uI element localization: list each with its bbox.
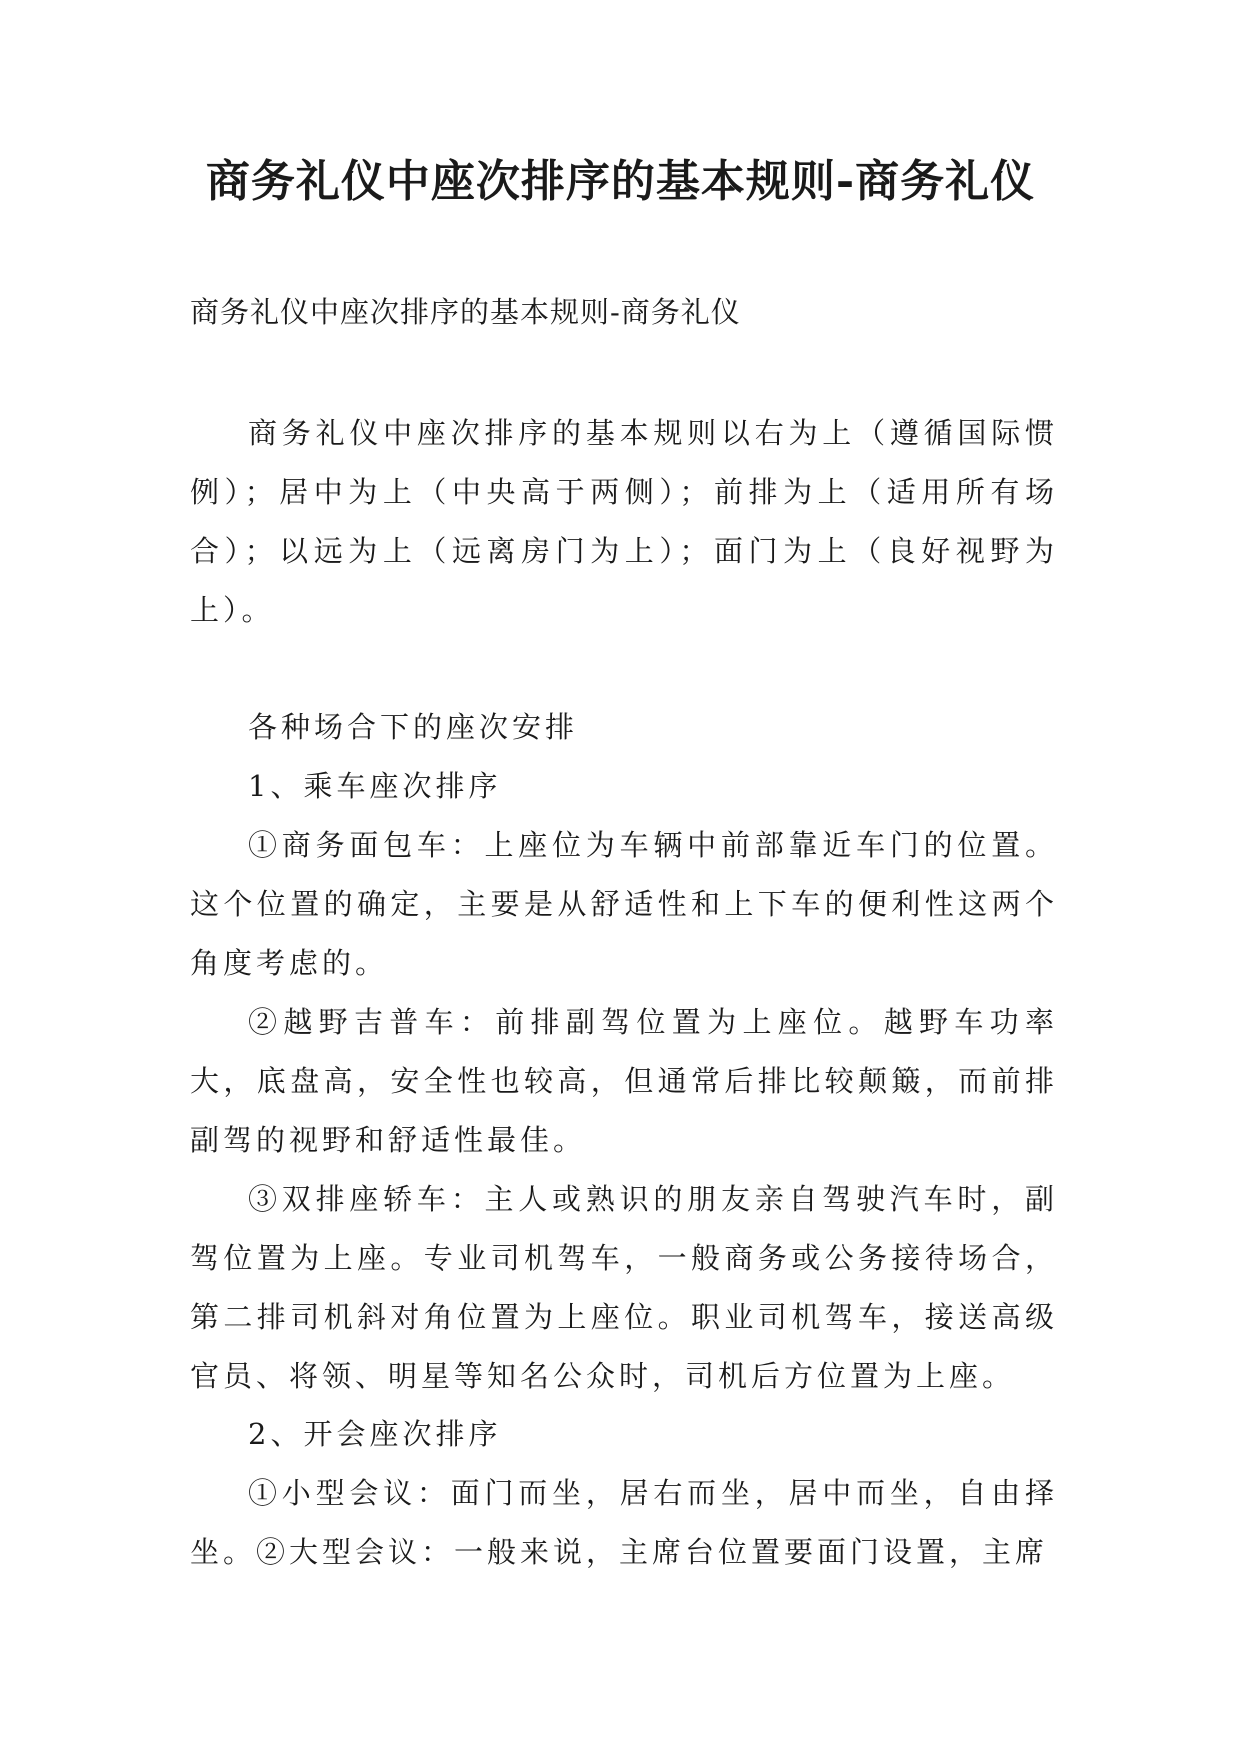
paragraph-meetings: ①小型会议：面门而坐，居右而坐，居中而坐，自由择坐。②大型会议：一般来说，主席台位置要面门设置，主席 [190, 1476, 1058, 1569]
document-title: 商务礼仪中座次排序的基本规则-商务礼仪 [205, 156, 1036, 207]
section-heading-seating: 各种场合下的座次安排 [248, 710, 579, 744]
paragraph-business-van: ①商务面包车：上座位为车辆中前部靠近车门的位置。这个位置的确定，主要是从舒适性和上下车的便利性这两个角度考虑的。 [190, 828, 1058, 980]
paragraph-basic-rules: 商务礼仪中座次排序的基本规则以右为上（遵循国际惯例）；居中为上（中央高于两侧）；前排为上（适用所有场合）；以远为上（远离房门为上）；面门为上（良好视野为上）。 [190, 416, 1058, 627]
paragraph-sedan: ③双排座轿车：主人或熟识的朋友亲自驾驶汽车时，副驾位置为上座。专业司机驾车，一般商务或公务接待场合，第二排司机斜对角位置为上座位。职业司机驾车，接送高级官员、将领、明星等知名公众时，司机后方位置为上座。 [190, 1182, 1058, 1393]
section-heading-meeting: 2、开会座次排序 [248, 1417, 502, 1451]
document-subtitle: 商务礼仪中座次排序的基本规则-商务礼仪 [190, 295, 741, 329]
paragraph-jeep: ②越野吉普车：前排副驾位置为上座位。越野车功率大，底盘高，安全性也较高，但通常后排比较颠簸，而前排副驾的视野和舒适性最佳。 [190, 1005, 1058, 1157]
section-heading-car: 1、乘车座次排序 [248, 769, 502, 803]
